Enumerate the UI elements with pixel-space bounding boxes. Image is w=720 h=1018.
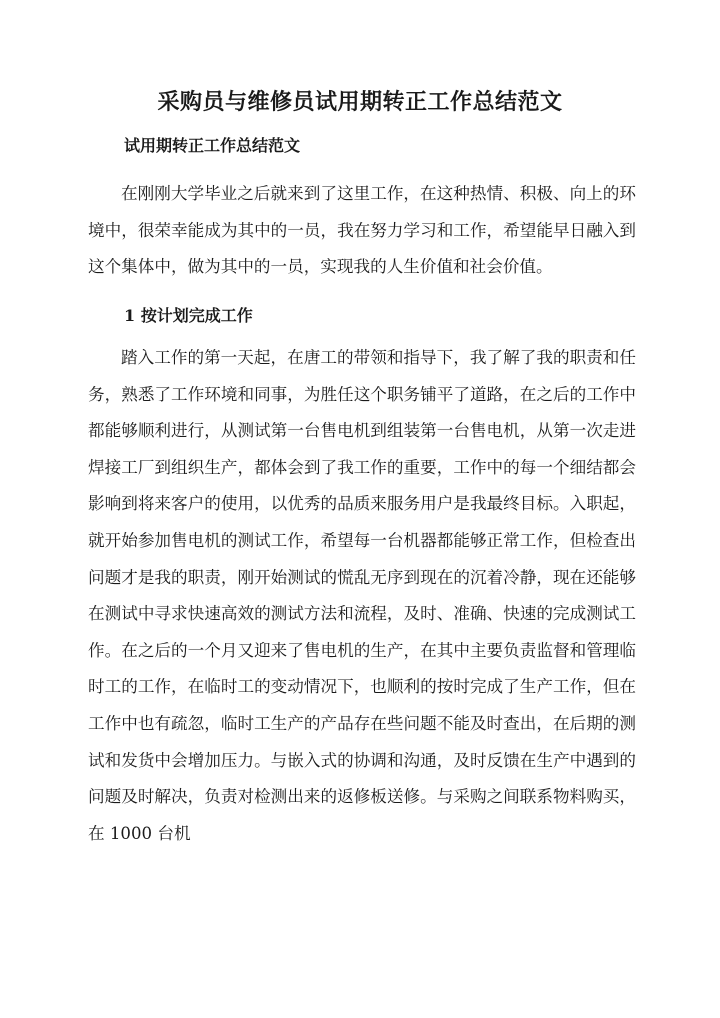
- intro-paragraph: 在刚刚大学毕业之后就来到了这里工作，在这种热情、积极、向上的环境中，很荣幸能成为其中的一员，我在努力学习和工作，希望能早日融入到这个集体中，做为其中的一员，实现我的人生价值和社会价值。: [88, 184, 636, 277]
- document-title: 采购员与维修员试用期转正工作总结范文: [157, 89, 563, 115]
- section-heading: 1 按计划完成工作: [124, 306, 253, 325]
- document-subtitle: 试用期转正工作总结范文: [124, 136, 301, 155]
- section-paragraph: 踏入工作的第一天起，在唐工的带领和指导下，我了解了我的职责和任务，熟悉了工作环境和同事，为胜任这个职务铺平了道路，在之后的工作中都能够顺利进行，从测试第一台售电机到组装第一台售电机，从第一次走进焊接工厂到组织生产，都体会到了我工作的重要，工作中的每一个细结都会影响到将来客户的使用，以优秀的品质来服务用户是我最终目标。入职起，就开始参加售电机的测试工作，希望每一台机器都能够正常工作，但检查出问题才是我的职责，刚开始测试的慌乱无序到现在的沉着冷静，现在还能够在测试中寻求快速高效的测试方法和流程，及时、准确、快速的完成测试工作。在之后的一个月又迎来了售电机的生产，在其中主要负责监督和管理临时工的工作，在临时工的变动情况下，也顺利的按时完成了生产工作，但在工作中也有疏忽，临时工生产的产品存在些问题不能及时查出，在后期的测试和发货中会增加压力。与嵌入式的协调和沟通，及时反馈在生产中遇到的问题及时解决，负责对检测出来的返修板送修。与采购之间联系物料购买，在 1000 台机: [88, 348, 636, 843]
